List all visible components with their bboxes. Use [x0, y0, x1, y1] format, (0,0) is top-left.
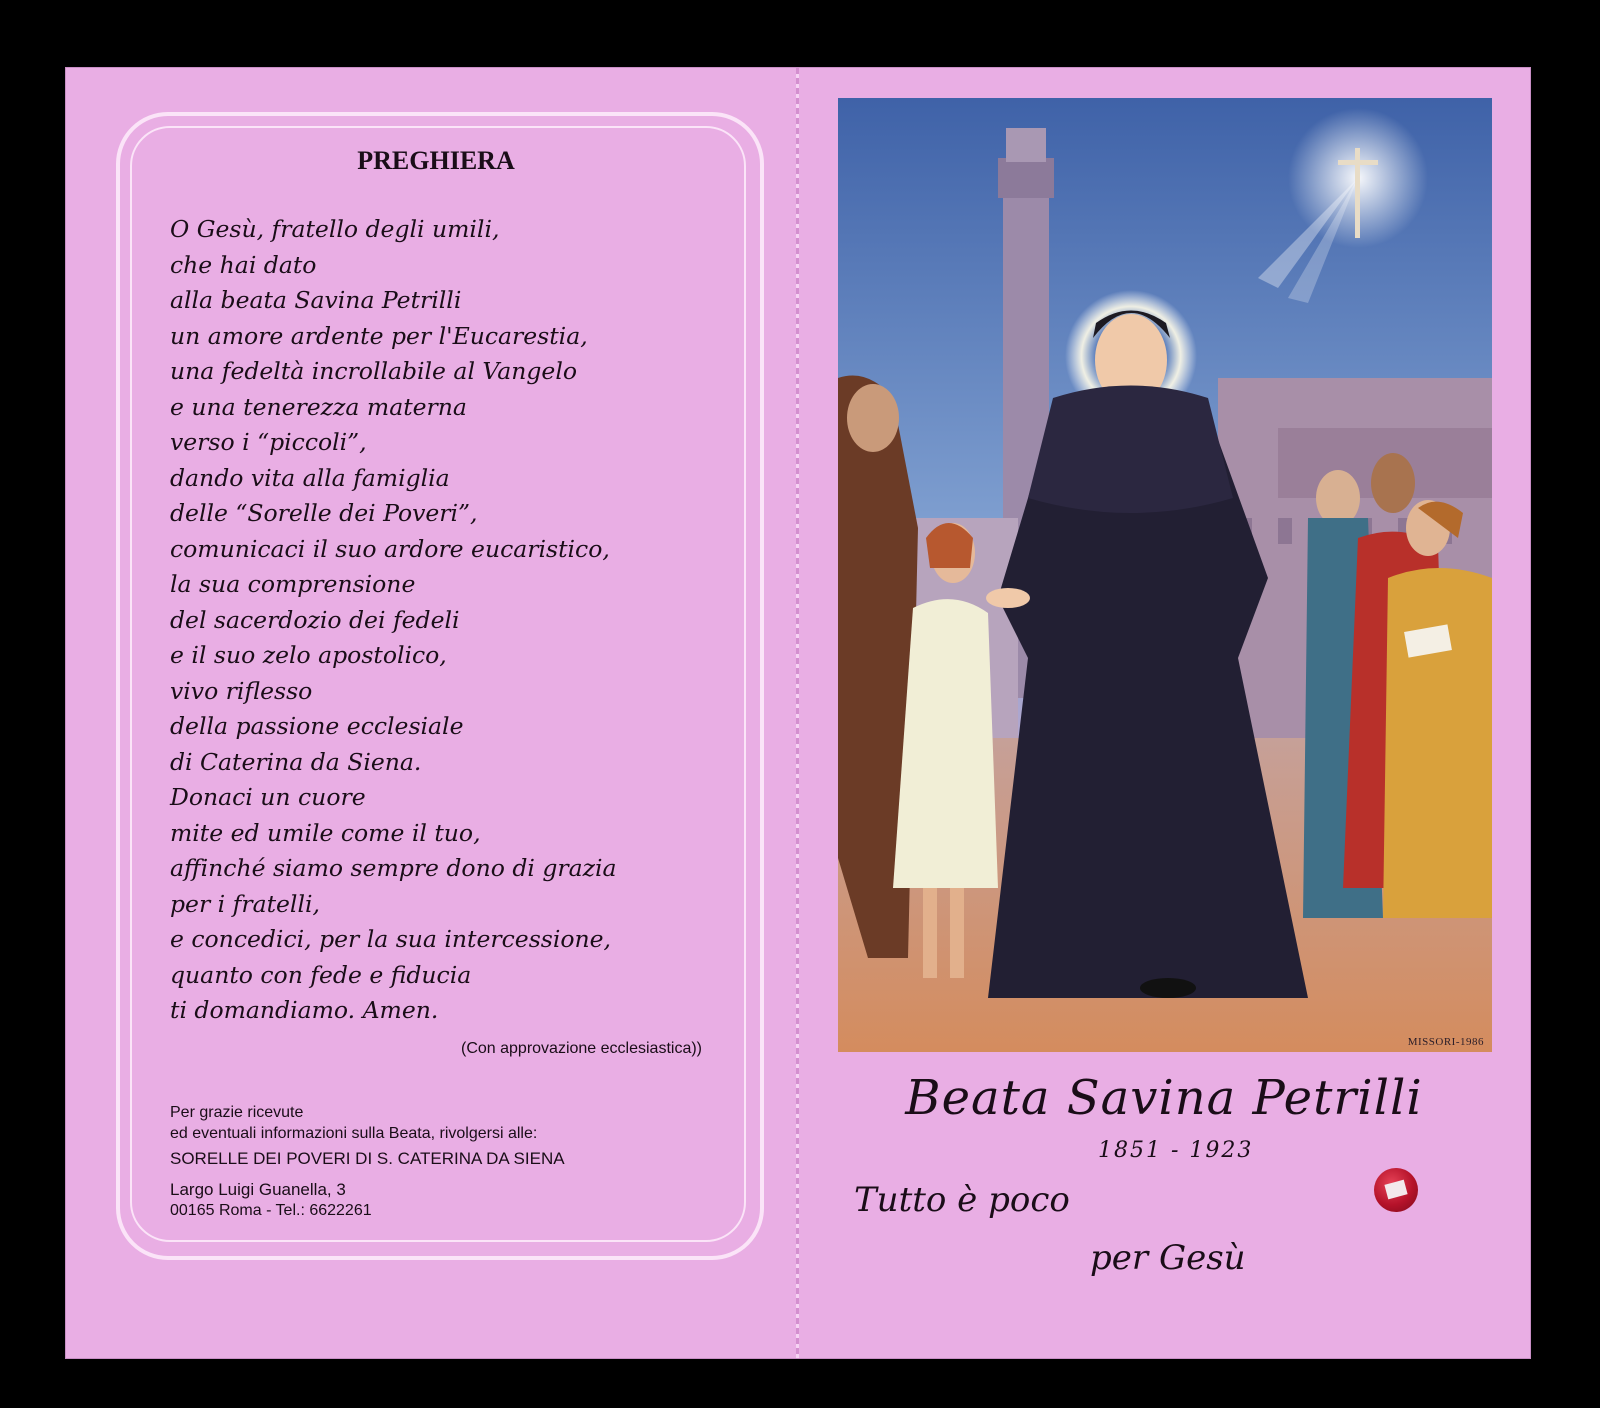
prayer-line: del sacerdozio dei fedeli: [170, 605, 460, 634]
prayer-line: ti domandiamo. Amen.: [170, 996, 439, 1024]
motto-line-2: per Gesù: [1090, 1238, 1246, 1278]
prayer-line: una fedeltà incrollabile al Vangelo: [170, 357, 578, 385]
prayer-text: [170, 212, 617, 1029]
painting-illustration: [838, 98, 1492, 1052]
prayer-line: dando vita alla famiglia: [170, 463, 450, 492]
prayer-line: Donaci un cuore: [170, 783, 366, 811]
prayer-line: comunicaci il suo ardore eucaristico,: [170, 534, 610, 563]
prayer-line: la sua comprensione: [170, 570, 416, 598]
prayer-line: affinché siamo sempre dono di grazia: [170, 854, 617, 882]
prayer-line: alla beata Savina Petrilli: [170, 286, 462, 314]
motto-line-1: Tutto è poco: [854, 1180, 1070, 1220]
life-years: 1851 - 1923: [1098, 1138, 1254, 1163]
contact-line-1: Per grazie ricevute: [170, 1104, 304, 1121]
holy-card: [66, 68, 1530, 1358]
prayer-line: verso i “piccoli”,: [170, 428, 367, 456]
prayer-line: vivo riflesso: [170, 676, 313, 705]
prayer-panel: [66, 68, 798, 1358]
prayer-title: PREGHIERA: [357, 146, 515, 175]
prayer-line: che hai dato: [170, 250, 317, 279]
painting-image: [838, 98, 1492, 1052]
prayer-line: delle “Sorelle dei Poveri”,: [170, 499, 478, 527]
painting-signature: MISSORI-1986: [1407, 1036, 1484, 1048]
saint-name: Beata Savina Petrilli: [905, 1070, 1423, 1126]
contact-address-1: Largo Luigi Guanella, 3: [170, 1180, 346, 1199]
relic-fragment: [1384, 1180, 1407, 1200]
prayer-line: O Gesù, fratello degli umili,: [170, 215, 500, 243]
contact-organization: SORELLE DEI POVERI DI S. CATERINA DA SIENA: [170, 1149, 565, 1168]
prayer-line: un amore ardente per l'Eucarestia,: [170, 321, 588, 350]
prayer-line: mite ed umile come il tuo,: [170, 818, 481, 847]
cover-panel: [798, 68, 1530, 1358]
prayer-line: della passione ecclesiale: [170, 712, 464, 740]
prayer-line: quanto con fede e fiducia: [170, 960, 472, 989]
prayer-line: per i fratelli,: [170, 889, 320, 918]
contact-line-2: ed eventuali informazioni sulla Beata, rivolgersi alle:: [170, 1125, 538, 1142]
prayer-line: e il suo zelo apostolico,: [170, 641, 447, 669]
contact-address-2: 00165 Roma - Tel.: 6622261: [170, 1202, 372, 1219]
approval-note: (Con approvazione ecclesiastica)): [461, 1040, 702, 1057]
prayer-line: e una tenerezza materna: [170, 392, 467, 421]
prayer-line: di Caterina da Siena.: [170, 747, 422, 776]
contact-info: [170, 1102, 565, 1221]
relic-seal: [1374, 1168, 1418, 1212]
prayer-line: e concedici, per la sua intercessione,: [170, 925, 611, 953]
